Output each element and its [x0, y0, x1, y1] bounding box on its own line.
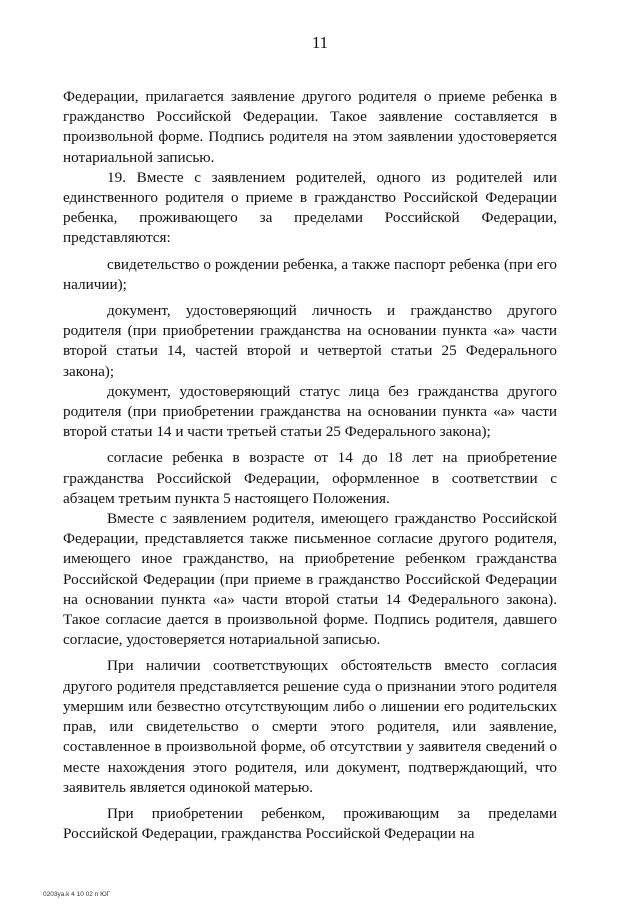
paragraph-stateless-document: документ, удостоверяющий статус лица без гражданства другого родителя (при приобретении гражданства на основании пункта «а» части второй статьи 14 и части третьей статьи 25 Федерального закона);: [63, 382, 557, 441]
document-body: [63, 87, 557, 844]
paragraph-identity-document: документ, удостоверяющий личность и гражданство другого родителя (при приобретении гражданства на основании пункта «а» части второй статьи 14, частей второй и четвертой статьи 25 Федерального закона);: [63, 302, 557, 380]
paragraph-continuation: Федерации, прилагается заявление другого родителя о приеме ребенка в гражданство Российской Федерации. Такое заявление составляется в произвольной форме. Подпись родителя на этом заявлении удостоверяется нотариальной записью.: [63, 88, 557, 166]
paragraph-item-19: 19. Вместе с заявлением родителей, одного из родителей или единственного родителя о приеме в гражданство Российской Федерации ребенка, проживающего за пределами Российской Федерации, представляются:: [63, 168, 557, 247]
page-number: 11: [311, 33, 329, 52]
paragraph-acquisition: При приобретении ребенком, проживающим за пределами Российской Федерации, гражданства Российской Федерации на: [63, 804, 557, 843]
footer-code: 0203ya.k 4 10 02 n ЮГ: [43, 891, 111, 898]
paragraph-court-decision: При наличии соответствующих обстоятельств вместо согласия другого родителя представляется решение суда о признании этого родителя умершим или безвестно отсутствующим либо о лишении его родительских прав, или свидетельство о смерти этого родителя, или заявление, составленное в произвольной форме, об отсутствии у заявителя сведений о месте нахождения этого родителя, или документ, подтверждающий, что заявитель является одинокой матерью.: [63, 657, 557, 796]
paragraph-child-consent: согласие ребенка в возрасте от 14 до 18 лет на приобретение гражданства Российской Федерации, оформленное в соответствии с абзацем третьим пункта 5 настоящего Положения.: [63, 449, 557, 507]
paragraph-birth-certificate: свидетельство о рождении ребенка, а также паспорт ребенка (при его наличии);: [63, 255, 557, 293]
paragraph-parent-consent: Вместе с заявлением родителя, имеющего гражданство Российской Федерации, представляется также письменное согласие другого родителя, имеющего иное гражданство, на приобретение ребенком гражданства Российской Федерации (при приеме в гражданство Российской Федерации на основании пункта «а» части второй статьи 14 Федерального закона). Такое согласие дается в произвольной форме. Подпись родителя, давшего согласие, удостоверяется нотариальной записью.: [63, 510, 557, 649]
